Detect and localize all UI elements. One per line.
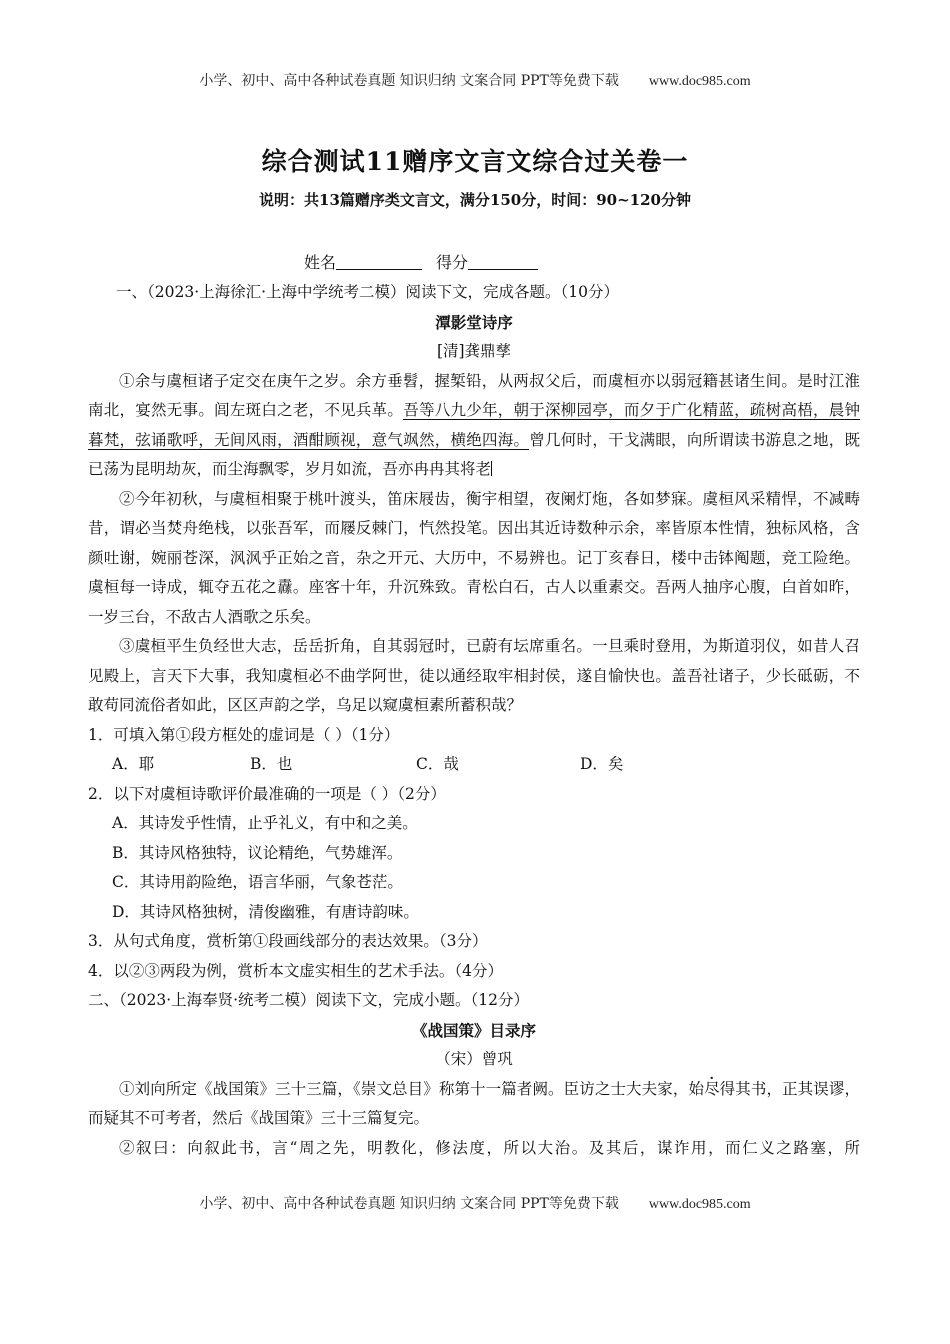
section2-heading: 二、（2023·上海奉贤·统考二模）阅读下文，完成小题。（12分） [88,991,530,1009]
q2-option-a[interactable]: A．其诗发乎性情，止乎礼义，有中和之美。 [112,814,418,832]
header-site[interactable]: www.doc985.com [648,74,751,89]
section2-author: （宋）曾巩 [435,1050,513,1068]
section1-article-title: 潭影堂诗序 [435,312,513,332]
name-blank[interactable] [336,254,422,270]
section2-article-title: 《战国策》目录序 [411,1020,536,1040]
section1-paragraph-2: ②今年初秋，与虞桓相聚于桃叶渡头，笛床屐齿，衡宇相望，夜阑灯炧，各如梦寐。虞桓风采精悍，不减畴昔，谓必当焚舟绝栈，以张吾军，而屦反棘门，忾然投笔。因出其近诗数种示余，率皆原本性情，独标风格，含颜吐谢，婉丽苍深，沨沨乎正始之音，杂之开元、大历中，不易辨也。记丁亥春日，楼中击钵阄题，竞工险绝。虞桓每一诗成，辄夺五花之纛。座客十年，升沉殊致。青松白石，古人以重素交。吾两人抽序心腹，白首如昨，一岁三台，不敌古人酒歌之乐矣。 [88,489,860,626]
score-label: 得分 [436,253,469,272]
score-blank[interactable] [468,254,538,270]
page-footer [0,1193,950,1213]
header-text: 小学、初中、高中各种试卷真题 知识归纳 文案合同 PPT等免费下载 [199,73,619,89]
section1-heading: 一、（2023·上海徐汇·上海中学统考二模）阅读下文，完成各题。（10分） [116,283,620,301]
question-4: 4．以②③两段为例，赏析本文虚实相生的艺术手法。（4分） [88,961,503,980]
page-header [0,70,950,90]
q1-option-d[interactable]: D．矣 [580,755,624,773]
document-body [88,278,860,1163]
name-label: 姓名 [304,253,337,272]
question-1-options [88,750,860,780]
footer-text: 小学、初中、高中各种试卷真题 知识归纳 文案合同 PPT等免费下载 [199,1196,619,1212]
section2-paragraph-1: ①刘向所定《战国策》三十三篇，《崇文总目》称第十一篇者阙。臣访之士大夫家，始尽得其书，正其误谬，而疑其不可考者，然后《战国策》三十三篇复完。 [88,1079,860,1127]
q1-option-b[interactable]: B．也 [250,755,293,773]
section1-paragraph-3: ③虞桓平生负经世大志，岳岳折角，自其弱冠时，已蔚有坛席重名。一旦乘时登用，为斯道羽仪，如昔人召见殿上，言天下大事，我知虞桓必不曲学阿世，徒以通经取牢相封侯，遂自愉快也。盖吾社诸子，少长砥砺，不敢苟同流俗者如此，区区声韵之学，乌足以窥虞桓素所蓄积哉？ [88,637,860,714]
exam-note: 说明：共13篇赠序类文言文，满分150分，时间：90~120分钟 [259,191,691,209]
q2-option-d[interactable]: D．其诗风格独树，清俊幽雅，有唐诗韵味。 [112,902,419,921]
name-score-row [304,250,538,273]
section2-paragraph-2: ②叙曰：向叙此书，言“周之先，明教化，修法度，所以大治。及其后，谋诈用，而仁义之路塞，所 [119,1138,860,1157]
section1-author: [清]龚鼎孳 [436,342,512,360]
question-2: 2．以下对虞桓诗歌评价最准确的一项是（ ）（2分） [88,784,446,803]
section1-paragraph-1: ①余与虞桓诸子定交在庚午之岁。余方垂髫，握椠铅，从两叔父后，而虞桓亦以弱冠籍甚诸生间。是时江淮南北，宴然无事。闾左斑白之老，不见兵革。吾等八九少年，朝于深柳园亭，而夕于广化精蓝，疏树高梧，晨钟暮梵，弦诵歌呼，无间风雨，酒酣顾视，意气飒然，横绝四海。曾几何时，干戈满眼，向所谓读书游息之地，既已荡为昆明劫灰，而尘海飘零，岁月如流，吾亦冉冉其将老 [88,371,860,478]
footer-site[interactable]: www.doc985.com [648,1197,751,1212]
q1-option-a[interactable]: A．耶 [112,755,155,773]
q1-option-c[interactable]: C．哉 [416,755,459,773]
q2-option-b[interactable]: B．其诗风格独特，议论精绝，气势雄浑。 [112,843,403,862]
underlined-sentence: 吾等八九少年，朝于深柳园亭，而夕于广化精蓝，疏树高梧，晨钟暮梵，弦诵歌呼，无间风雨，酒酣顾视，意气飒然，横绝四海。 [88,401,860,449]
blank-box [491,461,493,476]
q2-option-c[interactable]: C．其诗用韵险绝，语言华丽，气象苍茫。 [112,873,403,891]
dotted-character: 始 [688,1079,705,1098]
question-1: 1．可填入第①段方框处的虚词是（ ）（1分） [88,725,400,744]
question-3: 3．从句式角度，赏析第①段画线部分的表达效果。（3分） [88,932,488,950]
page-title: 综合测试11赠序文言文综合过关卷一 [261,147,689,176]
